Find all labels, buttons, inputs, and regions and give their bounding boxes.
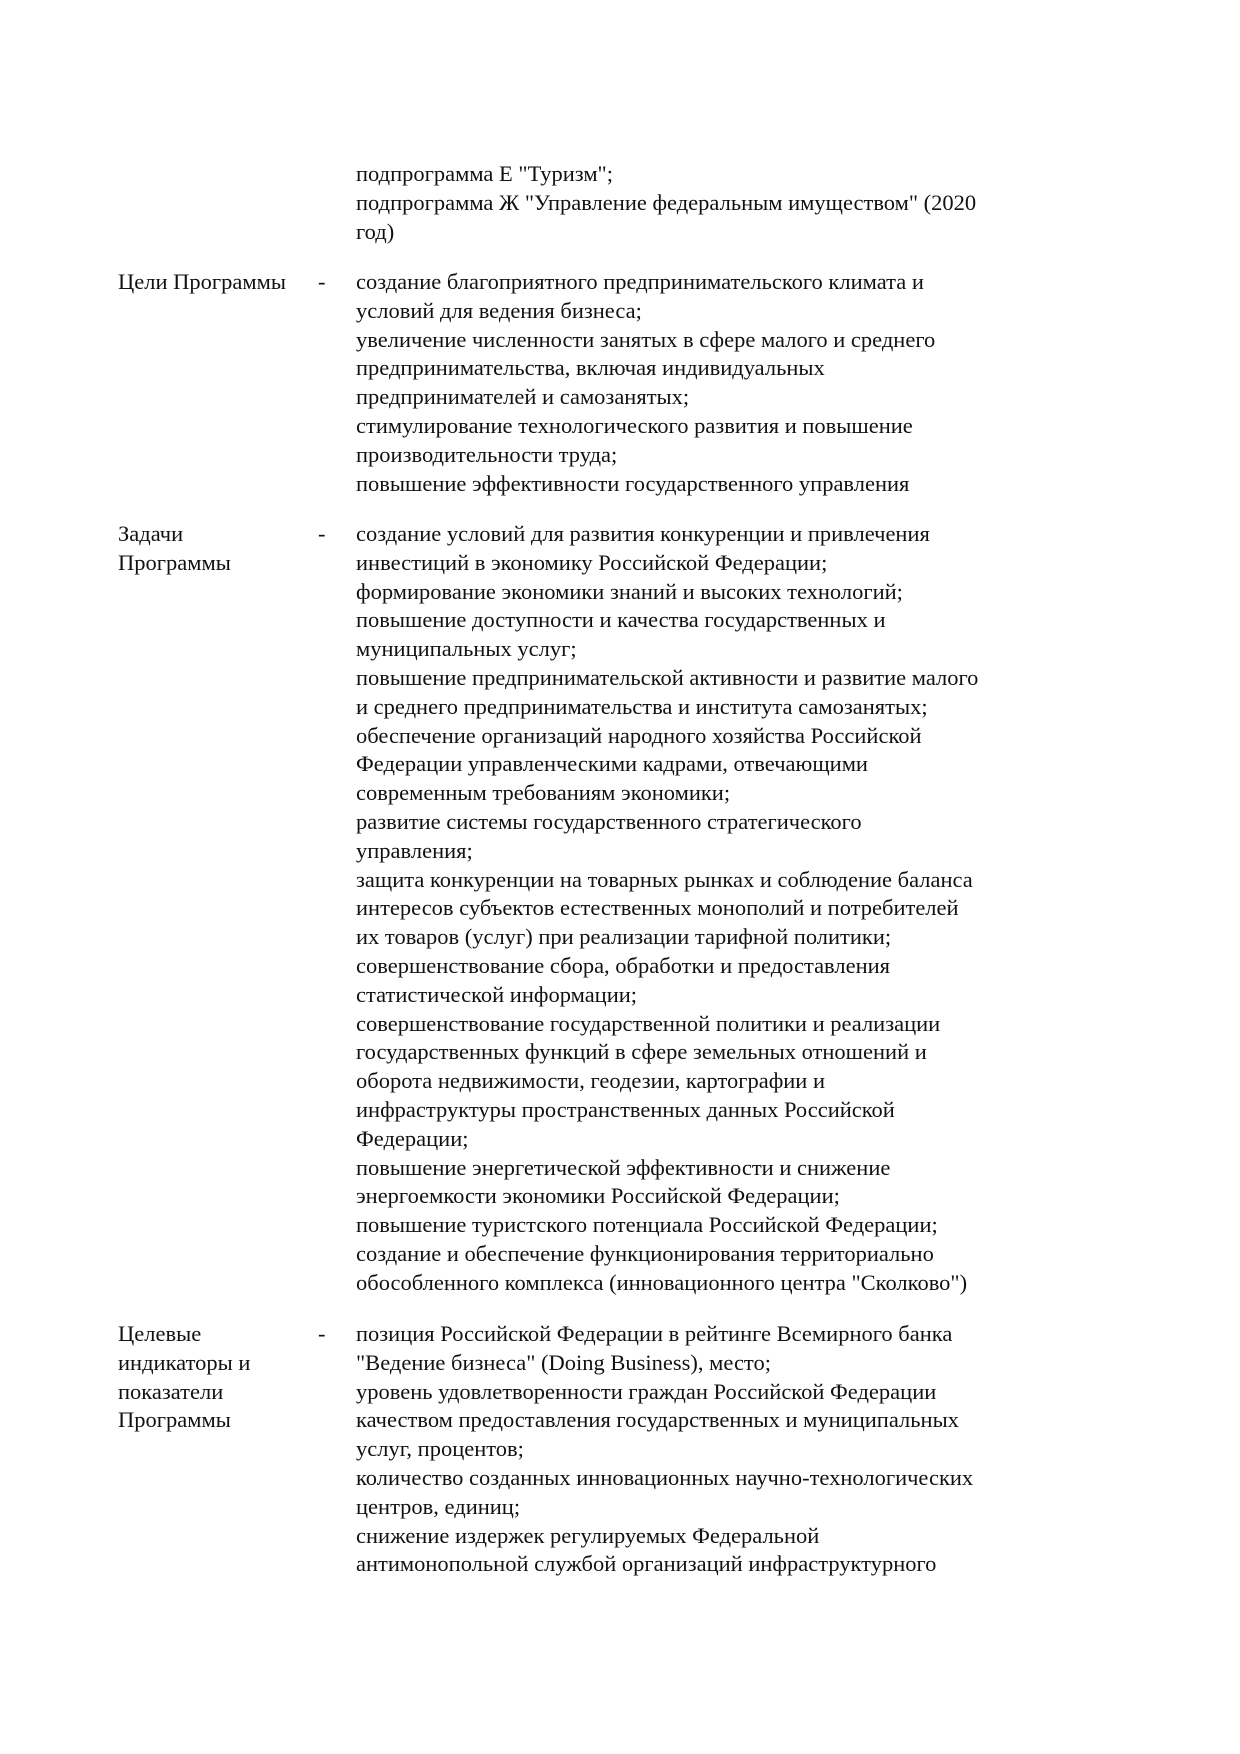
- text-line: совершенствование сбора, обработки и предоставления: [356, 952, 891, 978]
- text-line: подпрограмма Ж "Управление федеральным имуществом" (2020: [356, 189, 977, 215]
- label-line: показатели: [118, 1378, 224, 1404]
- text-line: государственных функций в сфере земельных отношений и: [356, 1039, 927, 1065]
- text-line: уровень удовлетворенности граждан Российской Федерации: [356, 1378, 937, 1404]
- text-line: предпринимателей и самозанятых;: [356, 384, 690, 410]
- text-line: развитие системы государственного стратегического: [356, 808, 862, 834]
- section-content: [356, 520, 1096, 1298]
- separator-dash: -: [318, 1321, 326, 1346]
- text-line: подпрограмма Е "Туризм";: [356, 161, 613, 186]
- text-line: повышение энергетической эффективности и снижение: [356, 1154, 891, 1180]
- text-line: год): [356, 218, 395, 244]
- text-line: инвестиций в экономику Российской Федерации;: [356, 549, 828, 575]
- text-line: обособленного комплекса (инновационного центра "Сколково"): [356, 1269, 968, 1295]
- text-line: центров, единиц;: [356, 1493, 521, 1519]
- text-line: услуг, процентов;: [356, 1436, 524, 1462]
- text-line: снижение издержек регулируемых Федеральной: [356, 1522, 820, 1548]
- section-program-goals: [118, 268, 1118, 498]
- label-line: Задачи: [118, 521, 184, 546]
- text-line: Федерации;: [356, 1125, 469, 1151]
- text-line: их товаров (услуг) при реализации тарифной политики;: [356, 924, 892, 950]
- section-label: [118, 268, 298, 297]
- text-line: количество созданных инновационных научно-технологических: [356, 1464, 974, 1490]
- separator-dash: -: [318, 269, 326, 294]
- text-line: антимонопольной службой организаций инфраструктурного: [356, 1551, 937, 1577]
- section-content: [356, 1320, 1096, 1579]
- text-line: совершенствование государственной политики и реализации: [356, 1010, 941, 1036]
- text-line: создание условий для развития конкуренции и привлечения: [356, 521, 930, 546]
- text-line: повышение предпринимательской активности и развитие малого: [356, 664, 979, 690]
- text-line: энергоемкости экономики Российской Федерации;: [356, 1183, 840, 1209]
- text-line: создание благоприятного предпринимательского климата и: [356, 269, 924, 294]
- text-line: и среднего предпринимательства и института самозанятых;: [356, 693, 928, 719]
- section-program-tasks: [118, 520, 1118, 1300]
- text-line: создание и обеспечение функционирования территориально: [356, 1240, 934, 1266]
- subprogram-list-continuation: [356, 160, 1076, 246]
- section-label: [118, 1320, 298, 1435]
- label-line: индикаторы и: [118, 1349, 251, 1375]
- section-label: [118, 520, 298, 578]
- text-line: предпринимательства, включая индивидуальных: [356, 355, 825, 381]
- text-line: современным требованиям экономики;: [356, 780, 731, 806]
- text-line: статистической информации;: [356, 981, 638, 1007]
- text-line: увеличение численности занятых в сфере малого и среднего: [356, 326, 936, 352]
- text-line: интересов субъектов естественных монополий и потребителей: [356, 895, 959, 921]
- text-line: муниципальных услуг;: [356, 636, 577, 662]
- separator-dash: -: [318, 521, 326, 546]
- text-line: "Ведение бизнеса" (Doing Business), место;: [356, 1349, 771, 1375]
- text-line: позиция Российской Федерации в рейтинге Всемирного банка: [356, 1321, 953, 1346]
- text-line: инфраструктуры пространственных данных Российской: [356, 1096, 895, 1122]
- text-line: производительности труда;: [356, 441, 618, 467]
- text-line: оборота недвижимости, геодезии, картографии и: [356, 1068, 826, 1094]
- label-line: Программы: [118, 1407, 231, 1433]
- text-line: обеспечение организаций народного хозяйства Российской: [356, 722, 922, 748]
- text-line: формирование экономики знаний и высоких технологий;: [356, 578, 903, 604]
- text-line: повышение доступности и качества государственных и: [356, 607, 886, 633]
- label-line: Цели Программы: [118, 269, 286, 294]
- text-line: качеством предоставления государственных и муниципальных: [356, 1407, 959, 1433]
- text-line: стимулирование технологического развития и повышение: [356, 412, 913, 438]
- label-line: Целевые: [118, 1321, 202, 1346]
- text-line: Федерации управленческими кадрами, отвечающими: [356, 751, 868, 777]
- text-line: повышение туристского потенциала Российской Федерации;: [356, 1212, 938, 1238]
- section-program-indicators: [118, 1320, 1118, 1620]
- text-line: управления;: [356, 837, 473, 863]
- text-line: защита конкуренции на товарных рынках и соблюдение баланса: [356, 866, 973, 892]
- section-content: [356, 268, 1096, 498]
- text-line: условий для ведения бизнеса;: [356, 297, 642, 323]
- text-line: повышение эффективности государственного управления: [356, 470, 910, 496]
- label-line: Программы: [118, 549, 231, 575]
